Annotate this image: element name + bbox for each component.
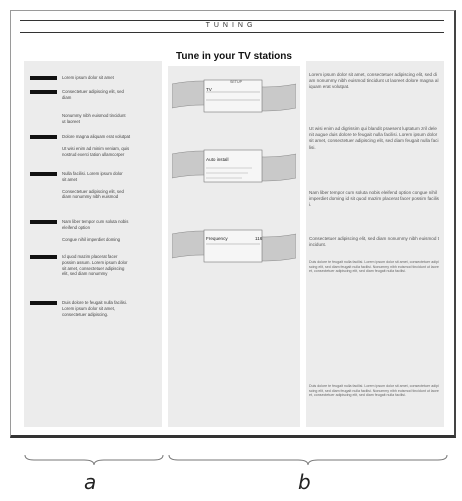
left-item-line: sit amet xyxy=(62,176,78,182)
tv-screen-illustration xyxy=(172,148,296,184)
screen-top-label: SETUP xyxy=(230,80,242,84)
body-paragraph: Consectetuer adipiscing elit, sed diam nonummy nibh euismod tincidunt. xyxy=(309,236,439,248)
brace-b xyxy=(168,454,448,466)
body-paragraph-small: Duis dolore te feugait nulla facilisi. Lorem ipsum dolor sit amet, consectetuer adipiscing elit, sed diam feugait nulla facilisi. Nonummy nibh euismod tincidunt ut laoreet, consectetuer adipiscing elit, sed diam feugait nulla facilisi. xyxy=(309,384,439,398)
left-item-line: elit, sed diam nonummy xyxy=(62,271,108,277)
body-paragraph: Nam liber tempor cum soluta nobis eleifend option congue nihil imperdiet doming id sit quod mazim placerat facer possim facilisi. xyxy=(309,190,439,208)
left-item-line: Nulla facilisi. Lorem ipsum dolor xyxy=(62,171,123,176)
left-item-line: eleifend option xyxy=(62,224,90,230)
left-item-line: Consectetuer adipiscing elit, sed xyxy=(62,89,124,94)
left-item-line: consectetuer adipiscing. xyxy=(62,311,109,317)
annotation-label-a: a xyxy=(84,470,97,494)
left-item-line: Ut wisi enim ad minim veniam, quis xyxy=(62,145,130,151)
left-item-line: Nonummy nibh euismod tincidunt xyxy=(62,113,126,118)
left-item-bar xyxy=(30,301,57,305)
left-item-bar xyxy=(30,135,57,139)
left-item-line: Lorem ipsum dolor sit amet xyxy=(62,75,114,80)
screen-label: Auto install xyxy=(206,157,229,162)
brace-a xyxy=(24,454,164,466)
left-item-text xyxy=(62,113,158,125)
left-item-line: Congue nihil imperdiet doming xyxy=(62,236,121,242)
left-item-text xyxy=(62,219,158,242)
left-item-text xyxy=(62,134,158,157)
left-item-line: Nam liber tempor cum soluta nobis xyxy=(62,219,129,224)
screen-label: TV xyxy=(206,87,212,92)
annotation-label-b: b xyxy=(298,470,311,494)
body-paragraph: Lorem ipsum dolor sit amet, consectetuer adipiscing elit, sed diam nonummy nibh euismod tincidunt ut laoreet dolore magna aliquam erat volutpat. xyxy=(309,72,439,90)
left-item-text xyxy=(62,300,158,317)
left-item-line: Lorem ipsum dolor sit amet, xyxy=(62,305,116,311)
screen-value: 116 xyxy=(255,236,263,241)
left-item-line: Id quod mazim placerat facer xyxy=(62,254,118,259)
left-item-line: Duis dolore te feugait nulla facilisi. xyxy=(62,300,127,305)
screen-label: Frequency xyxy=(206,236,228,241)
left-item-line: diam nonummy nibh euismod xyxy=(62,194,119,200)
header-rule-top xyxy=(20,20,444,21)
left-item-bar xyxy=(30,90,57,94)
header-label: TUNING xyxy=(205,22,257,29)
tv-screen-illustration xyxy=(172,228,296,264)
left-item-line: ut laoreet xyxy=(62,118,80,124)
left-item-line: sit amet, consectetuer adipiscing xyxy=(62,265,125,271)
left-item-text xyxy=(62,171,158,200)
left-item-bar xyxy=(30,76,57,80)
left-item-bar xyxy=(30,255,57,259)
left-item-text xyxy=(62,254,158,277)
left-item-line: Dolore magna aliquam erat volutpat xyxy=(62,134,131,139)
left-item-line: Consectetuer adipiscing elit, sed xyxy=(62,188,124,194)
left-item-line: possim assum. Lorem ipsum dolor xyxy=(62,259,128,265)
left-item-text xyxy=(62,89,158,101)
left-item-bar xyxy=(30,220,57,224)
header-rule-bottom xyxy=(20,32,444,33)
body-paragraph-small: Duis dolore te feugait nulla facilisi. Lorem ipsum dolor sit amet, consectetuer adipiscing elit, sed diam feugait nulla facilisi. Nonummy nibh euismod tincidunt ut laoreet, consectetuer adipiscing elit, sed diam feugait nulla facilisi. xyxy=(309,260,439,274)
left-item-text xyxy=(62,75,158,81)
left-item-bar xyxy=(30,172,57,176)
middle-column-title: Tune in your TV stations xyxy=(176,51,292,62)
left-item-line: diam xyxy=(62,94,72,100)
left-item-line: nostrud exerci tation ullamcorper xyxy=(62,151,125,157)
body-paragraph: Ut wisi enim ad digrissim qui blandit praesent luptatum zril delenit augue duis dolore te feugait nulla facilisi. Lorem ipsum dolor sit amet, consectetuer adipiscing elit, sed diam feugait nulla facilisi. xyxy=(309,126,439,150)
